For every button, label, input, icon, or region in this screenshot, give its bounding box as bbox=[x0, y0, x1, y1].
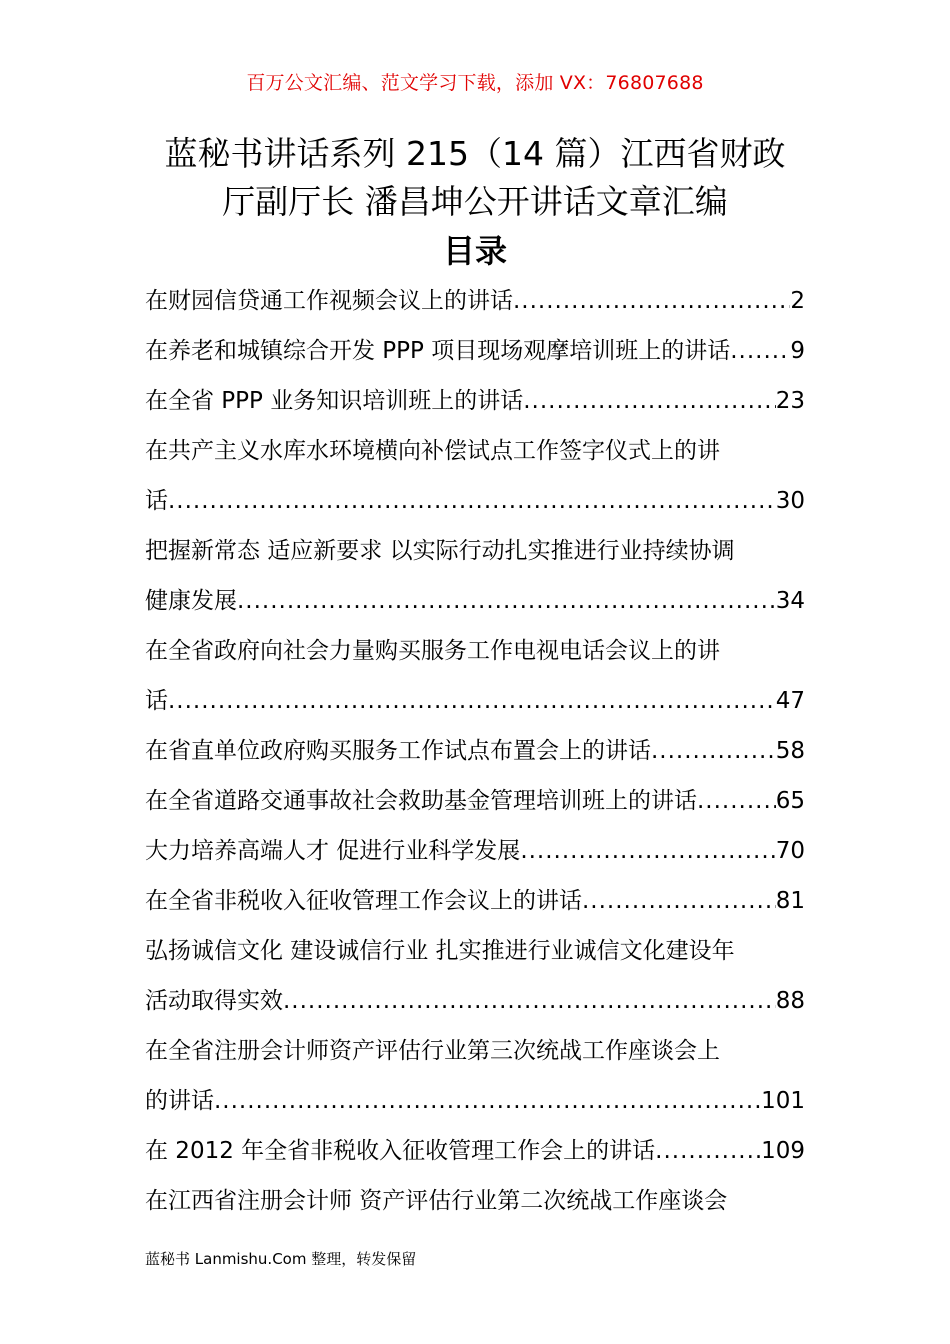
toc-leader-dots bbox=[283, 976, 776, 1026]
toc-leader-dots bbox=[214, 1076, 761, 1126]
toc-leader-dots bbox=[168, 476, 776, 526]
toc-entry-text: 话 bbox=[145, 488, 168, 514]
toc-entry[interactable] bbox=[145, 626, 805, 676]
toc-entry-text: 话 bbox=[145, 688, 168, 714]
toc-entry-text: 在养老和城镇综合开发 PPP 项目现场观摩培训班上的讲话 bbox=[145, 338, 731, 364]
toc-heading: 目录 bbox=[442, 232, 507, 270]
toc-entry[interactable] bbox=[145, 476, 805, 526]
toc-entry[interactable] bbox=[145, 426, 805, 476]
toc-entry-text: 在全省 PPP 业务知识培训班上的讲话 bbox=[145, 388, 524, 414]
toc-entry-text: 在全省政府向社会力量购买服务工作电视电话会议上的讲 bbox=[145, 638, 720, 664]
table-of-contents bbox=[145, 276, 805, 1226]
toc-entry[interactable] bbox=[145, 976, 805, 1026]
footer-note: 蓝秘书 Lanmishu.Com 整理，转发保留 bbox=[145, 1250, 417, 1268]
toc-entry-text: 在江西省注册会计师 资产评估行业第二次统战工作座谈会 bbox=[145, 1188, 728, 1214]
toc-entry[interactable] bbox=[145, 526, 805, 576]
toc-entry[interactable] bbox=[145, 1026, 805, 1076]
document-title bbox=[60, 130, 890, 226]
toc-entry[interactable] bbox=[145, 676, 805, 726]
toc-entry[interactable] bbox=[145, 1176, 805, 1226]
toc-entry[interactable] bbox=[145, 876, 805, 926]
toc-entry[interactable] bbox=[145, 276, 805, 326]
toc-entry-page: 65 bbox=[775, 788, 805, 814]
toc-entry-text: 活动取得实效 bbox=[145, 988, 283, 1014]
toc-leader-dots bbox=[730, 326, 790, 376]
toc-entry-page: 30 bbox=[775, 488, 805, 514]
header-note: 百万公文汇编、范文学习下载，添加 VX：76807688 bbox=[246, 72, 704, 94]
toc-entry-text: 在全省道路交通事故社会救助基金管理培训班上的讲话 bbox=[145, 788, 697, 814]
title-line-1: 蓝秘书讲话系列 215（14 篇）江西省财政 bbox=[164, 134, 786, 173]
toc-entry-page: 101 bbox=[761, 1088, 805, 1114]
toc-entry-text: 大力培养高端人才 促进行业科学发展 bbox=[145, 838, 521, 864]
toc-entry[interactable] bbox=[145, 1126, 805, 1176]
toc-entry-text: 在共产主义水库水环境横向补偿试点工作签字仪式上的讲 bbox=[145, 438, 720, 464]
toc-entry-page: 34 bbox=[775, 588, 805, 614]
toc-leader-dots bbox=[237, 576, 776, 626]
toc-entry-text: 在财园信贷通工作视频会议上的讲话 bbox=[145, 288, 513, 314]
toc-entry-page: 47 bbox=[775, 688, 805, 714]
toc-entry-page: 70 bbox=[775, 838, 805, 864]
toc-entry-page: 23 bbox=[775, 388, 805, 414]
toc-entry-text: 在 2012 年全省非税收入征收管理工作会上的讲话 bbox=[145, 1138, 656, 1164]
toc-entry-text: 把握新常态 适应新要求 以实际行动扎实推进行业持续协调 bbox=[145, 538, 735, 564]
toc-entry-text: 健康发展 bbox=[145, 588, 237, 614]
toc-entry-page: 109 bbox=[761, 1138, 805, 1164]
title-line-2: 厅副厅长 潘昌坤公开讲话文章汇编 bbox=[222, 182, 728, 221]
toc-leader-dots bbox=[582, 876, 776, 926]
toc-entry[interactable] bbox=[145, 326, 805, 376]
toc-entry[interactable] bbox=[145, 726, 805, 776]
toc-entry-text: 弘扬诚信文化 建设诚信行业 扎实推进行业诚信文化建设年 bbox=[145, 938, 735, 964]
toc-leader-dots bbox=[651, 726, 776, 776]
toc-entry-text: 在全省注册会计师资产评估行业第三次统战工作座谈会上 bbox=[145, 1038, 720, 1064]
toc-entry-page: 81 bbox=[775, 888, 805, 914]
toc-entry[interactable] bbox=[145, 926, 805, 976]
toc-leader-dots bbox=[523, 376, 775, 426]
toc-entry-page: 2 bbox=[790, 288, 805, 314]
toc-entry[interactable] bbox=[145, 1076, 805, 1126]
toc-entry[interactable] bbox=[145, 576, 805, 626]
toc-entry[interactable] bbox=[145, 826, 805, 876]
toc-entry-text: 在全省非税收入征收管理工作会议上的讲话 bbox=[145, 888, 582, 914]
toc-entry[interactable] bbox=[145, 376, 805, 426]
toc-entry-text: 在省直单位政府购买服务工作试点布置会上的讲话 bbox=[145, 738, 651, 764]
toc-leader-dots bbox=[697, 776, 776, 826]
toc-entry-text: 的讲话 bbox=[145, 1088, 214, 1114]
toc-entry-page: 9 bbox=[790, 338, 805, 364]
toc-entry[interactable] bbox=[145, 776, 805, 826]
toc-entry-page: 58 bbox=[775, 738, 805, 764]
toc-leader-dots bbox=[168, 676, 776, 726]
toc-entry-page: 88 bbox=[775, 988, 805, 1014]
toc-leader-dots bbox=[513, 276, 790, 326]
toc-leader-dots bbox=[520, 826, 775, 876]
toc-leader-dots bbox=[655, 1126, 761, 1176]
